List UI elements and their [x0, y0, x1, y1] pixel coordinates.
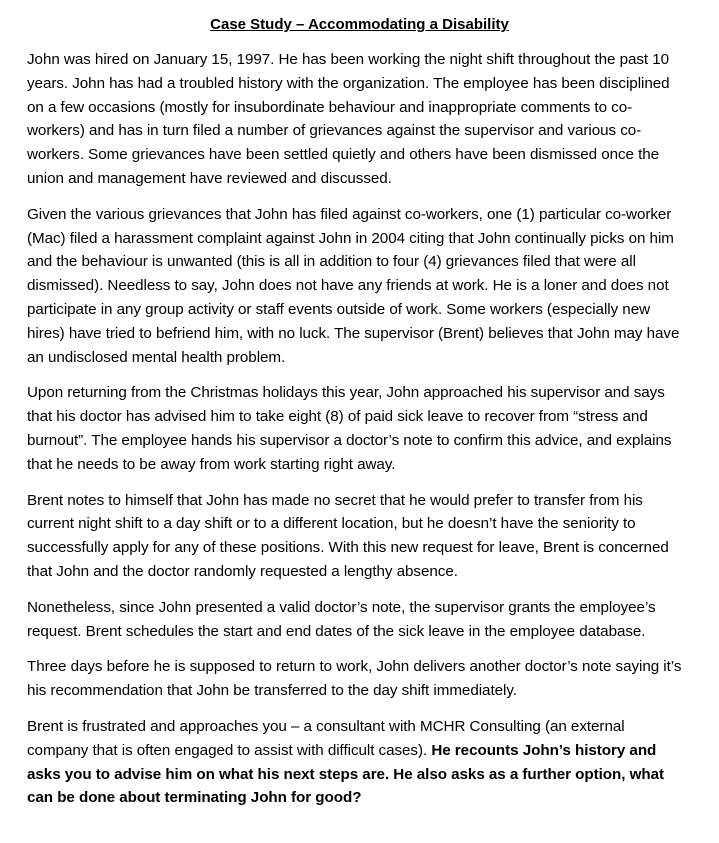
paragraph-leave-granted: Nonetheless, since John presented a valid doctor’s note, the supervisor grants the employee’s request. Brent schedules the start and end dates of the sick leave in the employee database. — [27, 598, 656, 640]
paragraph-second-note: Three days before he is supposed to return to work, John delivers another doctor’s note saying it’s his recommendation that John be transferred to the day shift immediately. — [27, 658, 682, 700]
paragraph-consultant-request — [27, 715, 689, 810]
consultant-request-question: He recounts John’s history and asks you to advise him on what his next steps are. He also asks as a further option, what can be done about terminating John for good? — [27, 741, 664, 807]
paragraph-transfer-preference: Brent notes to himself that John has made no secret that he would prefer to transfer from his current night shift to a day shift or to a different location, but he doesn’t have the seniority to successfully apply for any of these positions. With this new request for leave, Brent is concerned that John and the doctor randomly requested a lengthy absence. — [27, 491, 669, 580]
consultant-request-text: Brent is frustrated and approaches you – a consultant with MCHR Consulting (an external company that is often engaged to assist with difficult cases). — [27, 717, 625, 759]
paragraph-grievances: Given the various grievances that John has filed against co-workers, one (1) particular co-worker (Mac) filed a harassment complaint against John in 2004 citing that John continually picks on him and the behaviour is unwanted (this is all in addition to four (4) grievances filed that were all dismissed). Needless to say, John does not have any friends at work. He is a loner and does not participate in any group activity or staff events outside of work. Some workers (especially new hires) have tried to befriend him, with no luck. The supervisor (Brent) believes that John may have an undisclosed mental health problem. — [27, 205, 680, 366]
paragraph-sick-leave-request: Upon returning from the Christmas holidays this year, John approached his supervisor and says that his doctor has advised him to take eight (8) of paid sick leave to recover from “stress and burnout”. The employee hands his supervisor a doctor’s note to confirm this advice, and explains that he needs to be away from work starting right away. — [27, 384, 672, 473]
paragraph-hiring-history: John was hired on January 15, 1997. He has been working the night shift throughout the past 10 years. John has had a troubled history with the organization. The employee has been disciplined on a few occasions (mostly for insubordinate behaviour and inappropriate comments to co-workers) and has in turn filed a number of grievances against the supervisor and various co-workers. Some grievances have been settled quietly and others have been dismissed once the union and management have reviewed and discussed. — [27, 51, 670, 187]
document-title: Case Study – Accommodating a Disability — [210, 16, 509, 33]
